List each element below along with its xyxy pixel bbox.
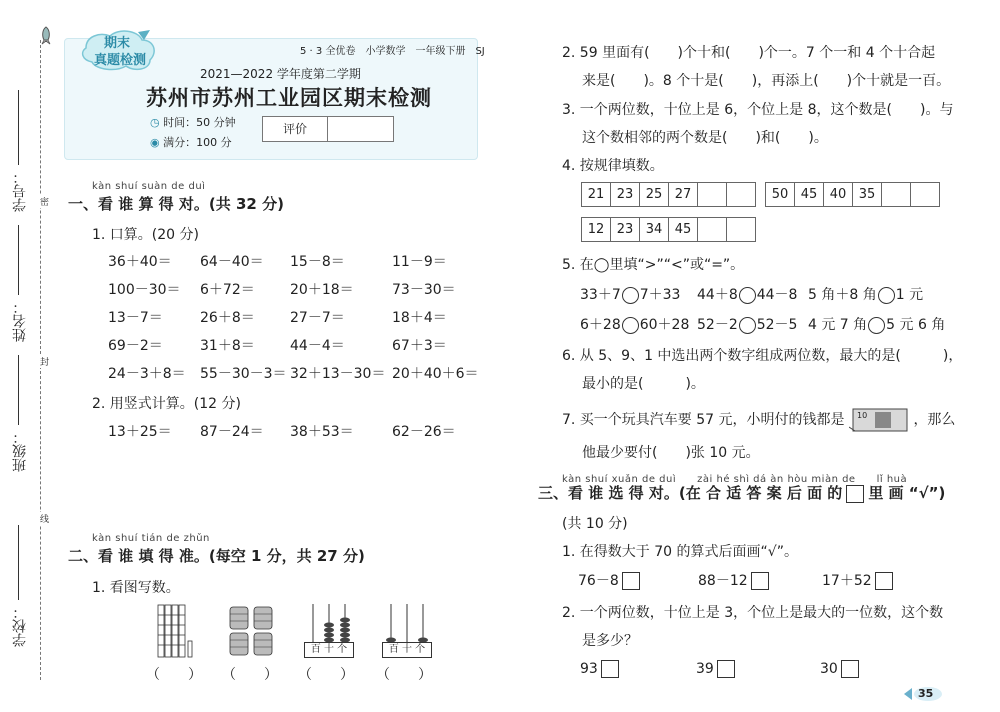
section2-pinyin: kàn shuí tián de zhǔn (92, 533, 210, 544)
sequence-cell: 12 (582, 218, 611, 241)
sequence-table-2 (765, 182, 940, 207)
oral-item: 31＋8＝ (200, 338, 255, 354)
sequence-blank[interactable] (727, 183, 755, 206)
compare-item: 33＋7 7＋33 (580, 287, 681, 303)
oral-item: 27－7＝ (290, 310, 345, 326)
choice-option: 76－8 (578, 570, 640, 590)
clock-icon: ◷ (150, 116, 164, 129)
oral-item: 44－4＝ (290, 338, 345, 354)
abacus-picture-2 (382, 602, 432, 660)
sequence-cell: 23 (611, 183, 640, 206)
section3-points: (共 10 分) (562, 516, 628, 532)
sequence-cell: 50 (766, 183, 795, 206)
sequence-cell: 23 (611, 218, 640, 241)
choice-option: 93 (580, 660, 619, 678)
vertical-item: 13＋25＝ (108, 424, 172, 440)
cube-bundles-picture (228, 605, 276, 659)
q2-1-label: 1. 看图写数。 (92, 580, 180, 596)
compare-item: 44＋8 44－8 (697, 287, 798, 303)
evaluation-box[interactable] (262, 116, 394, 142)
q3-1-label: 1. 在得数大于 70 的算式后面画“√”。 (562, 544, 798, 560)
answer-checkbox[interactable] (622, 572, 640, 590)
seal-mark-1: 密 (40, 195, 49, 208)
vertical-item: 38＋53＝ (290, 424, 354, 440)
oral-item: 32＋13－30＝ (290, 366, 386, 382)
sequence-cell: 34 (640, 218, 669, 241)
name-label: 姓名： (12, 300, 28, 342)
time-info: ◷ 时间：50 分钟 (150, 116, 236, 129)
q2-4-label: 4. 按规律填数。 (562, 158, 664, 174)
answer-paren[interactable]: （ ） (146, 667, 202, 683)
q2-5-label: 5. 在◯里填“>”“<”或“=”。 (562, 257, 745, 273)
section3-heading: 三、看 谁 选 得 对。(在 合 适 答 案 后 面 的 里 画 “√”) (538, 484, 946, 502)
answer-checkbox[interactable] (601, 660, 619, 678)
sequence-cell: 40 (824, 183, 853, 206)
oral-item: 11－9＝ (392, 254, 447, 270)
oral-item: 24－3＋8＝ (108, 366, 186, 382)
compare-item: 4 元 7 角 5 元 6 角 (808, 317, 946, 333)
answer-checkbox[interactable] (751, 572, 769, 590)
choice-option: 17＋52 (822, 570, 893, 590)
oral-item: 69－2＝ (108, 338, 163, 354)
oral-item: 64－40＝ (200, 254, 264, 270)
abacus-place-labels: 百 十 个 (304, 642, 354, 658)
choice-option: 30 (820, 660, 859, 678)
choice-option: 88－12 (698, 570, 769, 590)
evaluation-label: 评价 (263, 117, 328, 141)
sequence-table-3 (581, 217, 756, 242)
q3-2-line2: 是多少？ (582, 633, 638, 649)
choice-option: 39 (696, 660, 735, 678)
answer-paren[interactable]: （ ） (376, 667, 432, 683)
sequence-blank[interactable] (882, 183, 911, 206)
q3-2-line1: 2. 一个两位数，十位上是 3，个位上是最大的一位数，这个数 (562, 605, 944, 621)
section2-heading: 二、看 谁 填 得 准。(每空 1 分，共 27 分) (68, 547, 365, 565)
q2-2-line2: 来是( )。8 个十是( )，再添上( )个十就是一百。 (582, 73, 951, 89)
section1-heading: 一、看 谁 算 得 对。(共 32 分) (68, 195, 284, 213)
seal-mark-3: 线 (40, 512, 49, 525)
q1-label: 1. 口算。(20 分) (92, 227, 199, 243)
score-info: ◉ 满分：100 分 (150, 136, 232, 149)
class-label: 班级： (12, 430, 28, 472)
page-title: 苏州市苏州工业园区期末检测 (146, 86, 432, 110)
oral-item: 100－30＝ (108, 282, 181, 298)
compare-circle[interactable] (739, 287, 756, 304)
sequence-cell: 27 (669, 183, 698, 206)
sequence-blank[interactable] (698, 183, 727, 206)
page-number: 35 (918, 687, 934, 700)
sequence-blank[interactable] (698, 218, 727, 241)
q2-6-line2: 最小的是( )。 (582, 376, 705, 392)
answer-paren[interactable]: （ ） (222, 667, 278, 683)
sequence-cell: 45 (669, 218, 698, 241)
binding-margin (0, 0, 56, 712)
oral-item: 73－30＝ (392, 282, 456, 298)
q2-7-line2: 他最少要付( )张 10 元。 (582, 445, 760, 461)
compare-circle[interactable] (878, 287, 895, 304)
compare-item: 52－2 52－5 (697, 317, 798, 333)
oral-item: 55－30－3＝ (200, 366, 287, 382)
sequence-table-1 (581, 182, 756, 207)
badge (80, 28, 160, 72)
check-circle-icon: ◉ (150, 136, 164, 149)
compare-item: 5 角＋8 角 1 元 (808, 287, 924, 303)
vertical-item: 87－24＝ (200, 424, 264, 440)
sequence-blank[interactable] (911, 183, 939, 206)
stick-bundles-picture (156, 603, 196, 659)
vertical-item: 62－26＝ (392, 424, 456, 440)
sequence-blank[interactable] (727, 218, 755, 241)
answer-paren[interactable]: （ ） (298, 667, 354, 683)
compare-circle[interactable] (739, 317, 756, 334)
abacus-place-labels: 百 十 个 (382, 642, 432, 658)
sequence-cell: 45 (795, 183, 824, 206)
seal-mark-2: 封 (40, 355, 49, 368)
badge-line-2: 真题检测 (94, 53, 147, 68)
compare-item: 6＋28 60＋28 (580, 317, 690, 333)
q2-2-line1: 2. 59 里面有( )个十和( )个一。7 个一和 4 个十合起 (562, 45, 936, 61)
sequence-cell: 25 (640, 183, 669, 206)
compare-circle[interactable] (622, 287, 639, 304)
series-info: 5 · 3 全优卷 小学数学 一年级下册 SJ (300, 46, 485, 57)
q2-7-line1: 7. 买一个玩具汽车要 57 元，小明付的钱都是 10 ，那么 (562, 407, 955, 433)
abacus-picture-1 (304, 602, 354, 660)
oral-item: 67＋3＝ (392, 338, 447, 354)
oral-item: 20＋18＝ (290, 282, 354, 298)
checkbox-icon (846, 485, 864, 503)
q2-label: 2. 用竖式计算。(12 分) (92, 396, 241, 412)
number-label: 学号： (12, 170, 28, 212)
compare-circle[interactable] (622, 317, 639, 334)
section3-pinyin: kàn shuí xuǎn de duì zài hé shì dá àn hòu miàn de lǐ huà (562, 474, 908, 485)
oral-item: 15－8＝ (290, 254, 345, 270)
badge-line-1: 期末 (104, 36, 131, 51)
oral-item: 13－7＝ (108, 310, 163, 326)
school-label: 学校： (12, 605, 28, 647)
q2-3-line1: 3. 一个两位数，十位上是 6，个位上是 8，这个数是( )。与 (562, 102, 954, 118)
answer-checkbox[interactable] (841, 660, 859, 678)
q2-3-line2: 这个数相邻的两个数是( )和( )。 (582, 130, 828, 146)
answer-checkbox[interactable] (717, 660, 735, 678)
oral-item: 6＋72＝ (200, 282, 255, 298)
oral-item: 18＋4＝ (392, 310, 447, 326)
oral-item: 26＋8＝ (200, 310, 255, 326)
sequence-cell: 21 (582, 183, 611, 206)
q2-6-line1: 6. 从 5、9、1 中选出两个数字组成两位数，最大的是( )， (562, 348, 963, 364)
ten-yuan-banknote-icon: 10 (849, 407, 909, 433)
oral-item: 20＋40＋6＝ (392, 366, 479, 382)
answer-checkbox[interactable] (875, 572, 893, 590)
section1-pinyin: kàn shuí suàn de duì (92, 181, 206, 192)
school-year: 2021—2022 学年度第二学期 (200, 67, 361, 81)
rocket-icon (38, 26, 54, 46)
page-number-badge (904, 686, 944, 702)
compare-circle[interactable] (868, 317, 885, 334)
sequence-cell: 35 (853, 183, 882, 206)
oral-item: 36＋40＝ (108, 254, 172, 270)
